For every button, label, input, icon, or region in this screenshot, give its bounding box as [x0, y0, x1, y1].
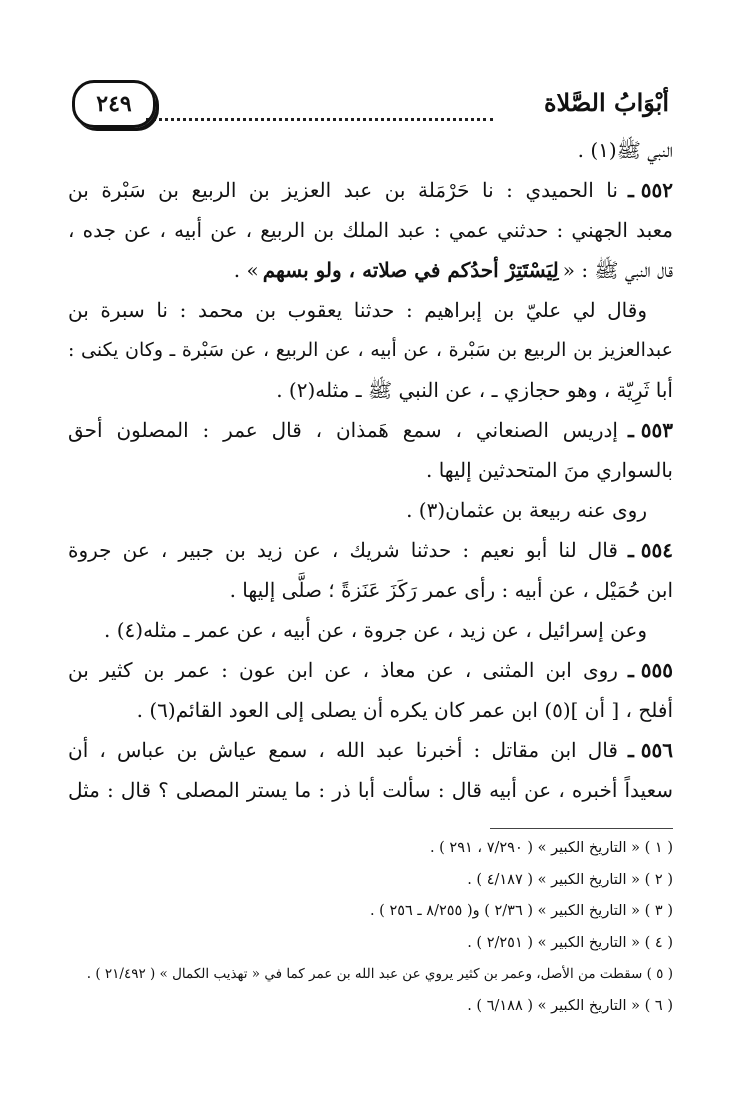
hadith-number: ٥٥٥ ـ [627, 658, 673, 682]
text-line [68, 210, 673, 250]
text-segment: إدريس الصنعاني ، سمع هَمذان ، قال عمر : المصلون أحق [68, 418, 618, 442]
footnote: ( ٥ ) سقطت من الأصل، وعمر بن كثير يروي عن عبد الله بن عمر كما في « تهذيب الكمال » ( ٢١/٤٩٢ ) . [86, 966, 673, 982]
hadith-number: ٥٥٦ ـ [627, 738, 673, 762]
text-segment: وعن إسرائيل ، عن زيد ، عن جروة ، عن أبيه ، عن عمر ـ مثله(٤) . [104, 618, 647, 642]
hadith-number: ٥٥٢ ـ [627, 178, 673, 202]
footnote: ( ١ ) « التاريخ الكبير » ( ٧/٢٩٠ ، ٢٩١ ) . [429, 840, 673, 856]
text-segment: ابن حُمَيْل ، عن أبيه : رأى عمر رَكَزَ عَنَزةً ؛ صلَّى إليها . [229, 578, 673, 602]
main-text [68, 130, 673, 810]
text-line [68, 570, 673, 610]
page-number: ٢٤٩ [96, 91, 132, 117]
text-segment: روى عنه ربيعة بن عثمان(٣) . [406, 498, 647, 522]
text-line [68, 770, 673, 810]
text-line [68, 130, 673, 170]
text-line [68, 410, 673, 450]
text-segment: بالسواري منَ المتحدثين إليها . [425, 458, 673, 482]
text-line [68, 530, 673, 570]
text-segment: معبد الجهني : حدثني عمي : عبد الملك بن الربيع ، عن أبيه ، عن جده ، [68, 218, 673, 242]
text-segment: قال النبي ﷺ : « [562, 258, 673, 282]
text-line [68, 690, 673, 730]
hadith-number: ٥٥٤ ـ [627, 538, 673, 562]
footnote-separator [490, 828, 673, 829]
text-segment: » . [233, 258, 259, 282]
text-segment: وقال لي عليّ بن إبراهيم : حدثنا يعقوب بن محمد : نا سبرة بن [68, 298, 647, 322]
text-segment: عبدالعزيز بن الربيع بن سَبْرة ، عن أبيه ، عن الربيع ، عن سَبْرة ـ وكان يكنى : [68, 339, 673, 361]
footnote: ( ٦ ) « التاريخ الكبير » ( ٦/١٨٨ ) . [467, 997, 673, 1014]
text-line [68, 490, 673, 530]
footnote: ( ٢ ) « التاريخ الكبير » ( ٤/١٨٧ ) . [467, 871, 673, 888]
text-line [68, 370, 673, 410]
text-segment: أبا ثَرِيّة ، وهو حجازي ـ ، عن النبي ﷺ ـ مثله(٢) . [276, 378, 673, 402]
text-line [68, 450, 673, 490]
text-line [68, 290, 673, 330]
text-segment: النبي ﷺ(١) . [577, 138, 673, 162]
footnotes [60, 833, 673, 1022]
text-segment: قال لنا أبو نعيم : حدثنا شريك ، عن زيد بن جبير ، عن جروة [68, 538, 618, 562]
text-segment: قال ابن مقاتل : أخبرنا عبد الله ، سمع عياش بن عباس ، أن [68, 738, 618, 762]
text-line [68, 170, 673, 210]
text-line [68, 330, 673, 370]
hadith-number: ٥٥٣ ـ [627, 418, 673, 442]
text-line [68, 730, 673, 770]
text-segment: نا الحميدي : نا حَرْمَلة بن عبد العزيز بن الربيع بن سَبْرة بن [68, 178, 618, 202]
page-number-badge [72, 80, 156, 128]
text-segment: سعيداً أخبره ، عن أبيه قال : سألت أبا ذر : ما يستر المصلى ؟ قال : مثل [68, 778, 673, 802]
text-line [68, 650, 673, 690]
text-segment: روى ابن المثنى ، عن معاذ ، عن ابن عون : عمر بن كثير بن [68, 658, 618, 682]
text-segment: أفلح ، [ أن ](٥) ابن عمر كان يكره أن يصلى إلى العود القائم(٦) . [136, 698, 673, 722]
header-rule [146, 118, 493, 121]
footnote: ( ٣ ) « التاريخ الكبير » ( ٢/٣٦ ) و( ٨/٢٥٥ ـ ٢٥٦ ) . [369, 903, 673, 919]
text-line [68, 610, 673, 650]
text-line [68, 250, 673, 290]
footnote: ( ٤ ) « التاريخ الكبير » ( ٢/٢٥١ ) . [467, 934, 673, 951]
hadith-matn: لِيَسْتَتِرْ أحدُكم في صلاته ، ولو بسهم [262, 258, 559, 282]
section-title: أبْوَابُ الصَّلاة [543, 88, 669, 117]
